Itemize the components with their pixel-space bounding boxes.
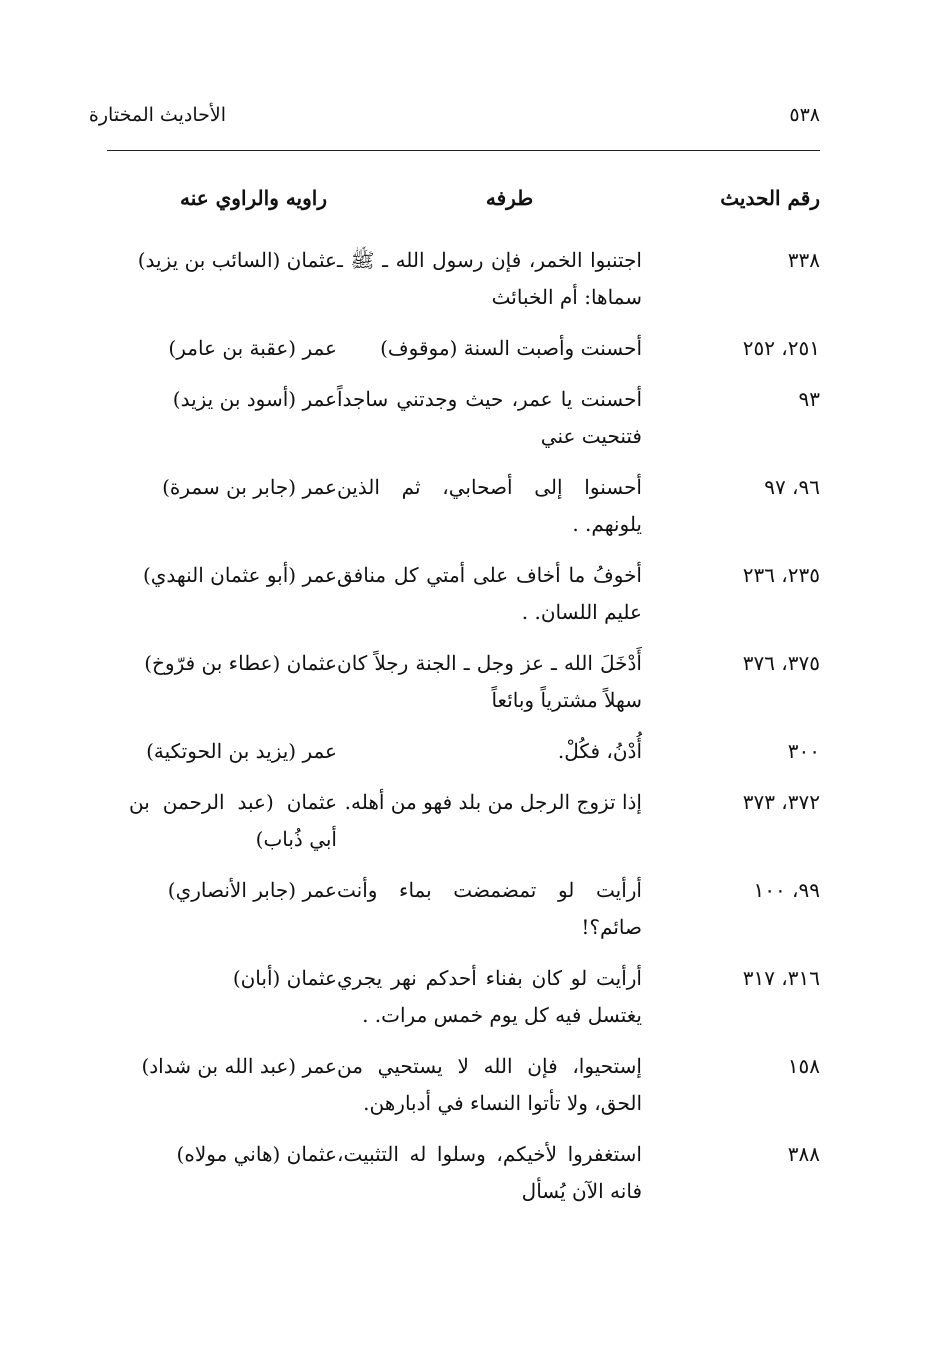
hadith-text: أَدْخَلَ الله ـ عز وجل ـ الجنة رجلاً كان سهلاً مشترياً وبائعاً [337,651,642,712]
hadith-text: أرأيت لو تمضمضت بماء وأنت صائم؟! [337,878,642,939]
hadith-text: إذا تزوج الرجل من بلد فهو من أهله. [344,790,642,814]
narrator-text: عمر (عبد الله بن شداد) [141,1054,337,1078]
hadith-text: اجتنبوا الخمر، فإن رسول الله ـ ﷺ ـ سماها: أم الخبائث [337,248,642,309]
hadith-text: أحسنت وأصبت السنة (موقوف) [380,336,642,360]
narrator-text: عثمان (عبد الرحمن بن أبي ذُباب) [129,790,337,851]
table-row [107,242,820,330]
hadith-number: ١٥٨ [787,1054,820,1078]
hadith-text: أخوفُ ما أخاف على أمتي كل منافق عليم اللسان. . [337,563,642,624]
hadith-number: ٩٦، ٩٧ [764,475,820,499]
narrator-text: عثمان (أبان) [232,966,337,990]
hadith-number: ٣٨٨ [787,1142,820,1166]
hadith-text: أحسنت يا عمر، حيث وجدتني ساجداً فتنحيت عني [337,387,642,448]
table-row [107,960,820,1048]
table-header-row [107,186,820,242]
hadith-number: ٣٣٨ [787,248,820,272]
hadith-number: ٩٩، ١٠٠ [753,878,820,902]
table-row [107,1048,820,1136]
hadith-number: ٣٧٢، ٣٧٣ [742,790,820,814]
narrator-text: عثمان (عطاء بن فرّوخ) [144,651,337,675]
page-number: ٥٣٨ [789,104,820,126]
hadith-text: أرأيت لو كان بفناء أحدكم نهر يجري يغتسل فيه كل يوم خمس مرات. . [337,966,642,1027]
hadith-number: ٣٧٥، ٣٧٦ [742,651,820,675]
table-row [107,381,820,469]
column-header-hadith: طرفه [485,186,534,210]
hadith-text: إستحيوا، فإن الله لا يستحيي من الحق، ولا تأتوا النساء في أدبارهن. [337,1054,642,1115]
narrator-text: عمر (عقبة بن عامر) [168,336,337,360]
hadith-text: أُدْنُ، فكُلْ. [557,739,642,763]
table-row [107,557,820,645]
column-header-narrator: راويه والراوي عنه [180,186,327,210]
hadith-number: ٣١٦، ٣١٧ [742,966,820,990]
table-row [107,330,820,381]
table-row [107,469,820,557]
page-header [88,100,820,140]
narrator-text: عمر (أبو عثمان النهدي) [142,563,337,587]
table-row [107,784,820,872]
header-rule [107,150,820,151]
table-row [107,872,820,960]
narrator-text: عمر (جابر الأنصاري) [167,878,337,902]
hadith-text: استغفروا لأخيكم، وسلوا له التثبيت، فانه الآن يُسأل [337,1142,642,1203]
table-row [107,1136,820,1224]
hadith-number: ٩٣ [798,387,820,411]
hadith-number: ٢٥١، ٢٥٢ [742,336,820,360]
narrator-text: عثمان (هاني مولاه) [176,1142,337,1166]
narrator-text: عمر (جابر بن سمرة) [162,475,337,499]
narrator-text: عثمان (السائب بن يزيد) [137,248,337,272]
table-row [107,733,820,784]
narrator-text: عمر (أسود بن يزيد) [172,387,337,411]
narrator-text: عمر (يزيد بن الحوتكية) [146,739,337,763]
hadith-number: ٢٣٥، ٢٣٦ [742,563,820,587]
hadith-index-table [107,186,820,1224]
column-header-number: رقم الحديث [720,186,820,210]
book-title: الأحاديث المختارة [88,104,226,126]
hadith-text: أحسنوا إلى أصحابي، ثم الذين يلونهم. . [337,475,642,536]
table-row [107,645,820,733]
hadith-number: ٣٠٠ [787,739,820,763]
